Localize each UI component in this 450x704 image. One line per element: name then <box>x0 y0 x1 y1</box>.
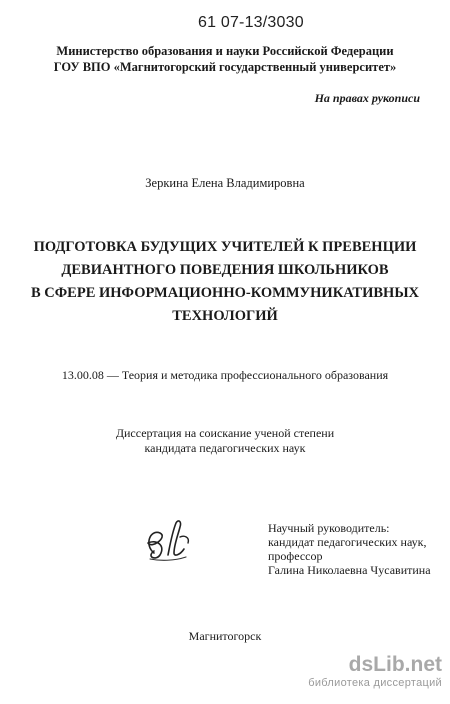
title-line: ПОДГОТОВКА БУДУЩИХ УЧИТЕЛЕЙ К ПРЕВЕНЦИИ <box>33 239 417 255</box>
archive-stamp-number: 61 07-13/3030 <box>198 14 304 31</box>
author-name: Зеркина Елена Владимировна <box>145 176 305 190</box>
scientific-advisor-block <box>268 521 431 577</box>
title-line: ТЕХНОЛОГИЙ <box>172 308 278 324</box>
advisor-line: Научный руководитель: <box>268 521 390 535</box>
title-line: ДЕВИАНТНОГО ПОВЕДЕНИЯ ШКОЛЬНИКОВ <box>61 262 389 278</box>
university-name: ГОУ ВПО «Магнитогорский государственный университет» <box>53 60 397 74</box>
watermark-tagline: библиотека диссертаций <box>308 677 442 689</box>
dissertation-title <box>20 236 430 328</box>
advisor-line: Галина Николаевна Чусавитина <box>268 563 431 577</box>
specialty-code: 13.00.08 — Теория и методика профессионального образования <box>61 368 389 382</box>
title-line: В СФЕРЕ ИНФОРМАЦИОННО-КОММУНИКАТИВНЫХ <box>30 285 420 301</box>
degree-line: кандидата педагогических наук <box>144 441 306 455</box>
advisor-line: кандидат педагогических наук, <box>268 535 427 549</box>
dslib-watermark <box>272 653 442 695</box>
degree-line: Диссертация на соискание ученой степени <box>115 426 335 440</box>
watermark-logo-text: dsLib.net <box>348 653 442 676</box>
signature-image <box>140 515 200 565</box>
ministry-name: Министерство образования и науки Российской Федерации <box>56 44 394 58</box>
degree-statement <box>0 426 450 456</box>
advisor-line: профессор <box>268 549 323 563</box>
city-name: Магнитогорск <box>188 629 262 643</box>
manuscript-rights-note: На правах рукописи <box>314 91 420 105</box>
